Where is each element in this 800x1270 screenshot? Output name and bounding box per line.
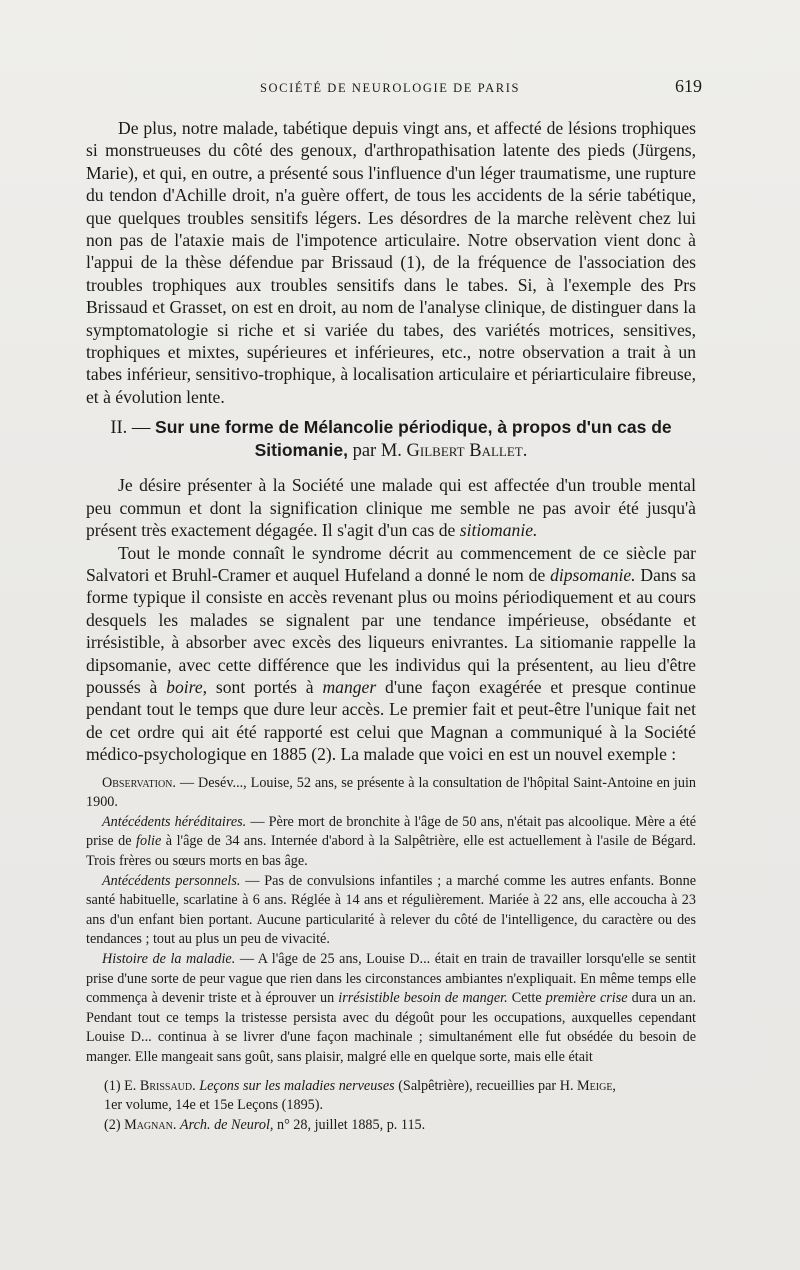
footnote-1-editor: Meige, xyxy=(577,1078,616,1094)
dipsomanie-text-3: sont portés à xyxy=(215,676,314,697)
observation-block xyxy=(86,774,696,1068)
term-folie: folie xyxy=(136,833,162,850)
footnote-2-author: Magnan. xyxy=(124,1116,177,1133)
term-sitiomanie: sitiomanie. xyxy=(459,520,538,541)
body-text xyxy=(86,117,696,1067)
page-number: 619 xyxy=(675,76,702,96)
running-head xyxy=(92,76,702,97)
history-text-1: — A l'âge de 25 ans, Louise D... était en train de travailler lorsqu'elle se sentit prise d'une sorte de peur vague que rien dans les circonstances ambiantes n'expliquait. En même temps elle commença à devenir triste et à éprouver un xyxy=(86,950,696,1007)
observation-label: Observation. xyxy=(102,774,176,791)
footnote-1 xyxy=(104,1077,704,1096)
section-by: par M. xyxy=(352,441,402,462)
section-number: II. — xyxy=(110,418,151,439)
observation-history xyxy=(86,950,696,1068)
section-title: Sur une forme de Mélancolie périodique, à propos d'un cas de Sitiomanie, xyxy=(155,417,672,461)
observation-intro-text: — Desév..., Louise, 52 ans, se présente à la consultation de l'hôpital Saint-Antoine en juin 1900. xyxy=(86,774,696,811)
observation-intro xyxy=(86,774,696,813)
observation-hereditary xyxy=(86,813,696,872)
paragraph-intro-text: Je désire présenter à la Société une malade qui est affectée d'un trouble mental peu commun et dont la signification clinique me semble ne pas avoir été jusqu'à présent très exactement dégagée. Il s'agit d'un cas de xyxy=(86,475,696,541)
term-premiere-crise: première crise xyxy=(545,990,628,1007)
paragraph-tabes-conclusion: De plus, notre malade, tabétique depuis vingt ans, et affecté de lésions trophiques si monstrueuses du côté des genoux, d'arthropathisation latente des pieds (Jürgens, Marie), et qui, en outre, a présenté sous l'influence d'un léger traumatisme, une rupture du tendon d'Achille droit, n'a guère offert, de tous les accidents de la série tabétique, que quelques troubles sensitifs légers. Les désordres de la marche relèvent chez lui non pas de l'ataxie mais de l'impotence articulaire. Notre observation vient donc à l'appui de la thèse défendue par Brissaud (1), de la fréquence de l'association des troubles trophiques aux troubles sensitifs dans le tabes. Si, à l'exemple des Prs Brissaud et Grasset, on est en droit, au nom de l'analyse clinique, de distinguer dans la symptomatologie si riche et si variée du tabes, des variétés motrices, sensitives, trophiques et mixtes, supérieures et inférieures, etc., notre observation a trait à un tabes inférieur, sensitivo-trophique, à localisation articulaire et périarticulaire fibreuse, et à évolution lente. xyxy=(86,118,696,407)
footnote-2-rest: n° 28, juillet 1885, p. 115. xyxy=(276,1116,426,1133)
term-dipsomanie: dipsomanie. xyxy=(550,564,636,585)
history-text-3: dura un an. Pendant tout ce temps la tristesse persista avec du dégoût pour les occupations, auxquelles cependant Louise D... continua à se livrer d'une façon machinale ; simultanément elle fut obsédée du besoin de manger. Elle mangeait sans goût, sans plaisir, malgré elle en quelque sorte, mais elle était xyxy=(86,990,697,1065)
dipsomanie-text-1: Tout le monde connaît le syndrome décrit au commencement de ce siècle par Salvatori et Bruhl-Cramer et auquel Hufeland a donné le nom de xyxy=(86,542,696,585)
dipsomanie-text-2: Dans sa forme typique il consiste en accès revenant plus ou moins périodiquement et au cours desquels les malades se signalent par une tendance impérieuse, obsédante et irrésistible, à absorber avec excès des liqueurs enivrantes. La sitiomanie rappelle la dipsomanie, avec cette différence que les individus qui la présentent, au lieu d'être poussés à xyxy=(86,564,696,697)
footnote-1-continuation: 1er volume, 14e et 15e Leçons (1895). xyxy=(104,1097,324,1114)
term-boire: boire, xyxy=(166,676,208,697)
footnote-1-rest: (Salpêtrière), recueillies par H. xyxy=(398,1078,574,1094)
footnote-1-title: Leçons sur les maladies nerveuses xyxy=(199,1078,395,1094)
history-label: Histoire de la maladie. xyxy=(102,950,236,967)
paragraph-intro xyxy=(86,474,696,541)
section-heading xyxy=(86,416,696,462)
footnotes xyxy=(104,1077,704,1135)
dipsomanie-text-4: d'une façon exagérée et presque continue pendant tout le temps que dure leur accès. Le premier fait et peut-être l'unique fait net de cet ordre qui ait été rapporté est celui que Magnan a communiqué à la Société médico-psychologique en 1885 (2). La malade que voici en est un nouvel exemple : xyxy=(86,676,696,765)
footnote-1-author: E. Brissaud. xyxy=(124,1078,196,1094)
hereditary-label: Antécédents héréditaires. xyxy=(102,813,247,830)
footnote-2-marker: (2) xyxy=(104,1116,121,1133)
term-besoin-de-manger: irrésistible besoin de manger. xyxy=(338,990,508,1007)
term-manger: manger xyxy=(322,676,377,697)
footnote-1-marker: (1) xyxy=(104,1078,121,1094)
running-title: SOCIÉTÉ DE NEUROLOGIE DE PARIS xyxy=(260,81,521,95)
hereditary-text-2: à l'âge de 34 ans. Internée d'abord à la Salpêtrière, elle est actuellement à l'asile de Bégard. Trois frères ou sœurs morts en bas âge. xyxy=(86,833,697,869)
history-text-2: Cette xyxy=(511,990,542,1007)
personal-text: — Pas de convulsions infantiles ; a marché comme les autres enfants. Bonne santé habituelle, scarlatine à 6 ans. Réglée à 14 ans et régulièrement. Mariée à 22 ans, elle accoucha à 23 ans d'un enfant bien portant. Aucune particularité à relever du côté de l'intelligence, du caractère ou des tendances ; tout au plus un peu de vivacité. xyxy=(86,872,697,948)
footnote-2 xyxy=(104,1116,704,1135)
paragraph-dipsomanie xyxy=(86,542,696,766)
hereditary-text-1: — Père mort de bronchite à l'âge de 50 ans, n'était pas alcoolique. Mère a été prise de xyxy=(86,813,696,850)
footnote-2-journal: Arch. de Neurol, xyxy=(179,1116,274,1133)
section-author: Gilbert Ballet. xyxy=(406,441,528,462)
personal-label: Antécédents personnels. xyxy=(102,872,241,889)
observation-personal xyxy=(86,872,696,950)
